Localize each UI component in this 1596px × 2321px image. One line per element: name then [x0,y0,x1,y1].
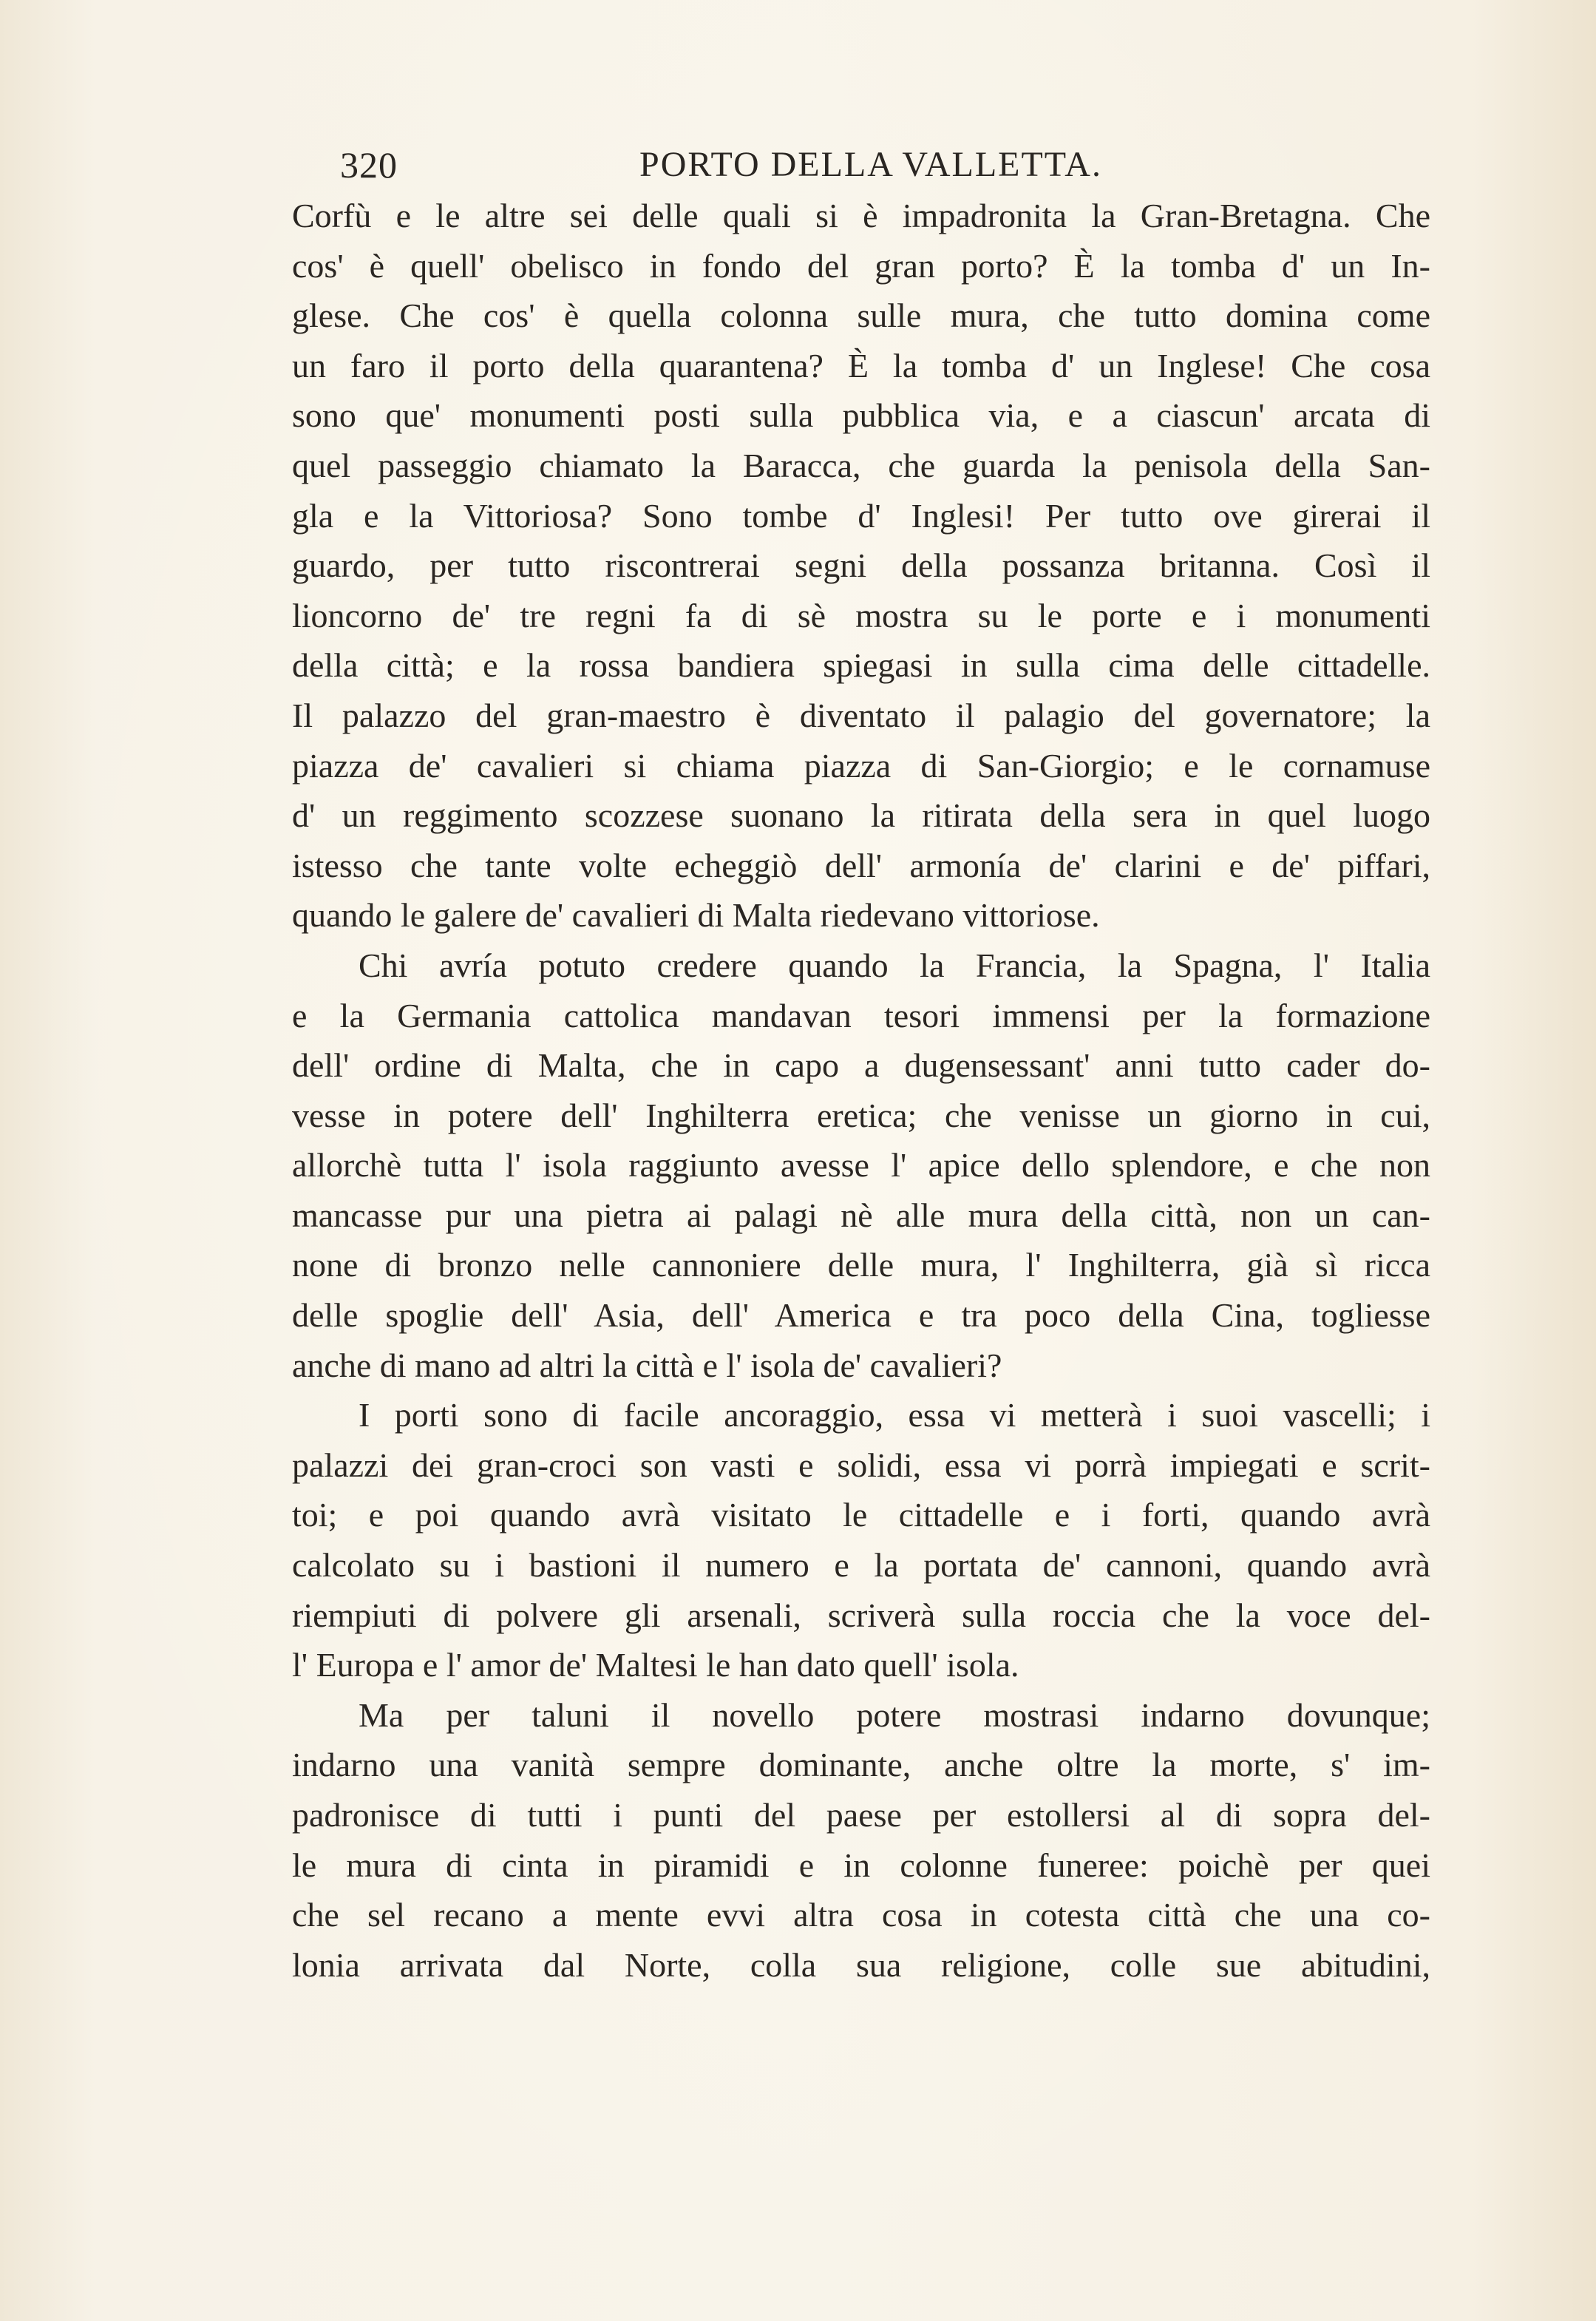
text-line: allorchè tutta l' isola raggiunto avesse l' apice dello splendore, e che non [292,1146,1430,1185]
text-line: sono que' monumenti posti sulla pubblica via, e a ciascun' arcata di [292,396,1430,435]
body-text [292,191,1430,1990]
text-line: glese. Che cos' è quella colonna sulle mura, che tutto domina come [292,297,1430,335]
text-line: cos' è quell' obelisco in fondo del gran porto? È la tomba d' un In- [292,246,1430,285]
text-line: quel passeggio chiamato la Baracca, che guarda la penisola della San- [292,446,1430,484]
text-line: l' Europa e l' amor de' Maltesi le han dato quell' isola. [292,1646,1019,1684]
text-line: I porti sono di facile ancoraggio, essa vi metterà i suoi vascelli; i [359,1396,1430,1434]
text-line: e la Germania cattolica mandavan tesori immensi per la formazione [292,996,1430,1034]
text-line: indarno una vanità sempre dominante, anche oltre la morte, s' im- [292,1746,1430,1784]
running-title: PORTO DELLA VALLETTA. [639,145,1102,184]
text-line: none di bronzo nelle cannoniere delle mura, l' Inghilterra, già sì ricca [292,1246,1430,1284]
text-line: lonia arrivata dal Norte, colla sua religione, colle sue abitudini, [292,1945,1430,1984]
text-line: un faro il porto della quarantena? È la tomba d' un Inglese! Che cosa [292,346,1430,384]
text-line: Ma per taluni il novello potere mostrasi indarno dovunque; [359,1695,1430,1734]
text-line: lioncorno de' tre regni fa di sè mostra su le porte e i monumenti [292,596,1430,634]
text-line: riempiuti di polvere gli arsenali, scriverà sulla roccia che la voce del- [292,1596,1430,1634]
text-line: d' un reggimento scozzese suonano la ritirata della sera in quel luogo [292,796,1430,835]
text-line: della città; e la rossa bandiera spiegasi in sulla cima delle cittadelle. [292,646,1430,685]
page-header [292,139,1430,191]
text-line: piazza de' cavalieri si chiama piazza di San-Giorgio; e le cornamuse [292,746,1430,785]
text-line: calcolato su i bastioni il numero e la portata de' cannoni, quando avrà [292,1546,1430,1585]
text-line: palazzi dei gran-croci son vasti e solidi, essa vi porrà impiegati e scrit- [292,1446,1430,1484]
text-line: Corfù e le altre sei delle quali si è impadronita la Gran-Bretagna. Che [292,197,1430,234]
text-line: guardo, per tutto riscontrerai segni della possanza britanna. Così il [292,546,1430,585]
text-line: mancasse pur una pietra ai palagi nè alle mura della città, non un can- [292,1196,1430,1234]
page-number: 320 [340,144,398,186]
text-line: Il palazzo del gran-maestro è diventato il palagio del governatore; la [292,696,1430,734]
text-line: che sel recano a mente evvi altra cosa in cotesta città che una co- [292,1896,1430,1934]
text-line: toi; e poi quando avrà visitato le cittadelle e i forti, quando avrà [292,1496,1430,1534]
text-line: anche di mano ad altri la città e l' isola de' cavalieri? [292,1346,1002,1384]
text-line: quando le galere de' cavalieri di Malta riedevano vittoriose. [292,896,1100,935]
text-line: istesso che tante volte echeggiò dell' armonía de' clarini e de' piffari, [292,846,1430,884]
text-line: padronisce di tutti i punti del paese per estollersi al di sopra del- [292,1796,1430,1834]
text-line: le mura di cinta in piramidi e in colonne funeree: poichè per quei [292,1846,1430,1884]
text-line: Chi avría potuto credere quando la Francia, la Spagna, l' Italia [359,946,1430,984]
text-line: vesse in potere dell' Inghilterra eretica; che venisse un giorno in cui, [292,1096,1430,1134]
text-line: gla e la Vittoriosa? Sono tombe d' Inglesi! Per tutto ove girerai il [292,496,1430,535]
text-line: dell' ordine di Malta, che in capo a dugensessant' anni tutto cader do- [292,1046,1430,1085]
text-line: delle spoglie dell' Asia, dell' America e tra poco della Cina, togliesse [292,1296,1430,1335]
